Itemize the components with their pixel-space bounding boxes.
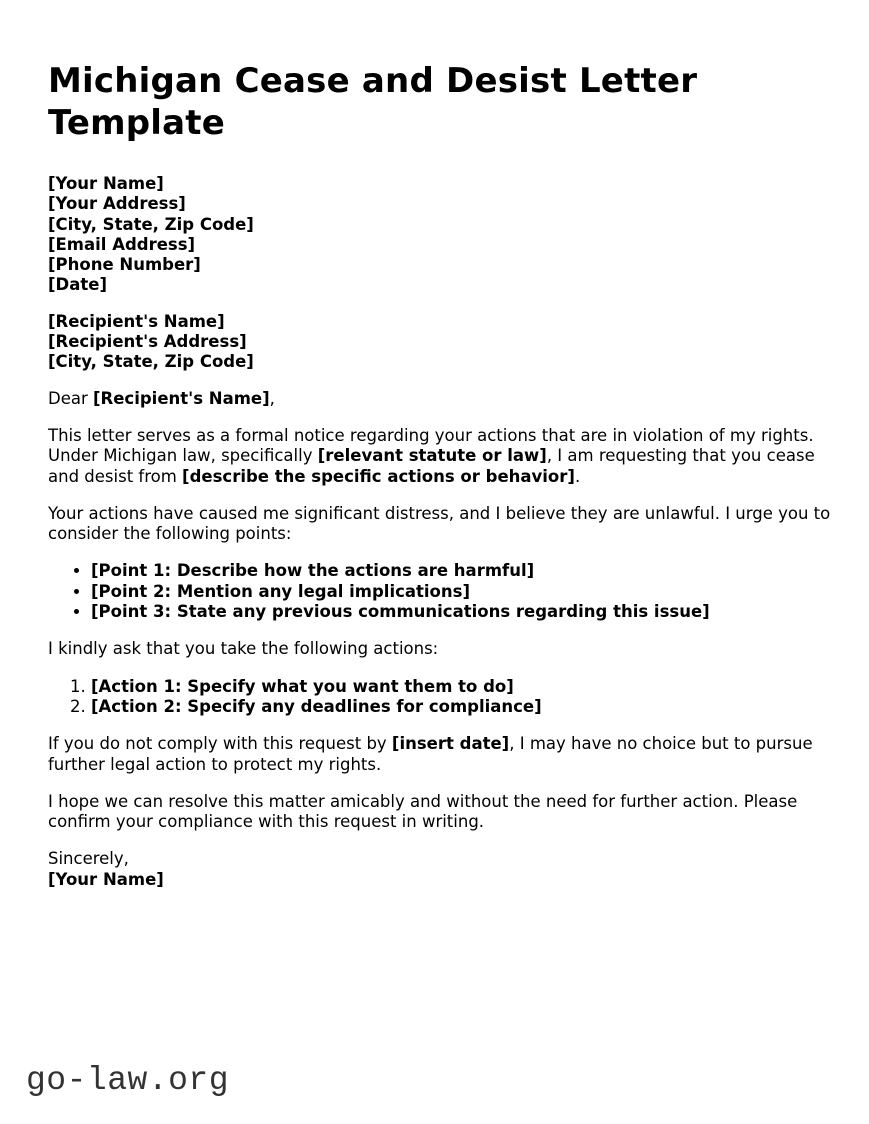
sender-address-block [48,174,838,296]
document-title: Michigan Cease and Desist Letter Template [48,61,698,143]
text: . [574,466,581,486]
paragraph-notice [48,426,838,487]
placeholder-date: [insert date] [391,734,510,754]
sender-city: [City, State, Zip Code] [48,214,254,234]
closing: Sincerely, [48,849,129,869]
text: This letter serves as a formal notice regarding your actions that are in violation of my rights. Under Michigan law, specifically [48,425,814,466]
text: , I am requesting that you cease and desist from [48,446,815,486]
paragraph-distress: Your actions have caused me significant distress, and I believe they are unlawful. I urge you to consider the following points: [48,503,831,544]
text: , I may have no choice but to pursue further legal action to protect my rights. [48,734,813,774]
list-item: • [Point 3: State any previous communications regarding this issue] [91,602,838,622]
sender-name: [Your Name] [48,174,164,193]
list-item: 2. [Action 2: Specify any deadlines for compliance] [91,697,838,717]
text: If you do not comply with this request by [48,734,392,754]
list-item: • [Point 1: Describe how the actions are harmful] [91,561,838,581]
list-item: • [Point 2: Mention any legal implications] [91,582,838,602]
recipient-address-block [48,312,838,373]
recipient-name: [Recipient's Name] [48,311,225,331]
sender-phone: [Phone Number] [48,255,201,275]
recipient-address: [Recipient's Address] [48,332,247,352]
list-item: 1. [Action 1: Specify what you want them to do] [91,677,838,697]
points-list [48,561,838,622]
salutation-suffix: , [269,388,275,408]
paragraph-deadline [48,734,838,775]
signature-block [48,849,838,890]
salutation-prefix: Dear [48,388,93,408]
sender-email: [Email Address] [48,234,196,254]
recipient-city: [City, State, Zip Code] [48,352,254,372]
sender-address: [Your Address] [48,194,186,214]
letter-date: [Date] [48,275,107,295]
paragraph-resolution: I hope we can resolve this matter amicably and without the need for further action. Please confirm your compliance with this request in writing. [48,791,798,832]
actions-list [48,677,838,718]
signature-name: [Your Name] [48,869,164,889]
watermark: go-law.org [26,1062,230,1099]
salutation-name: [Recipient's Name] [93,388,270,408]
document-page [48,60,838,890]
paragraph-request: I kindly ask that you take the following actions: [48,639,439,659]
salutation [48,389,838,409]
placeholder-statute: [relevant statute or law] [317,446,547,466]
placeholder-actions: [describe the specific actions or behavior] [182,466,575,486]
